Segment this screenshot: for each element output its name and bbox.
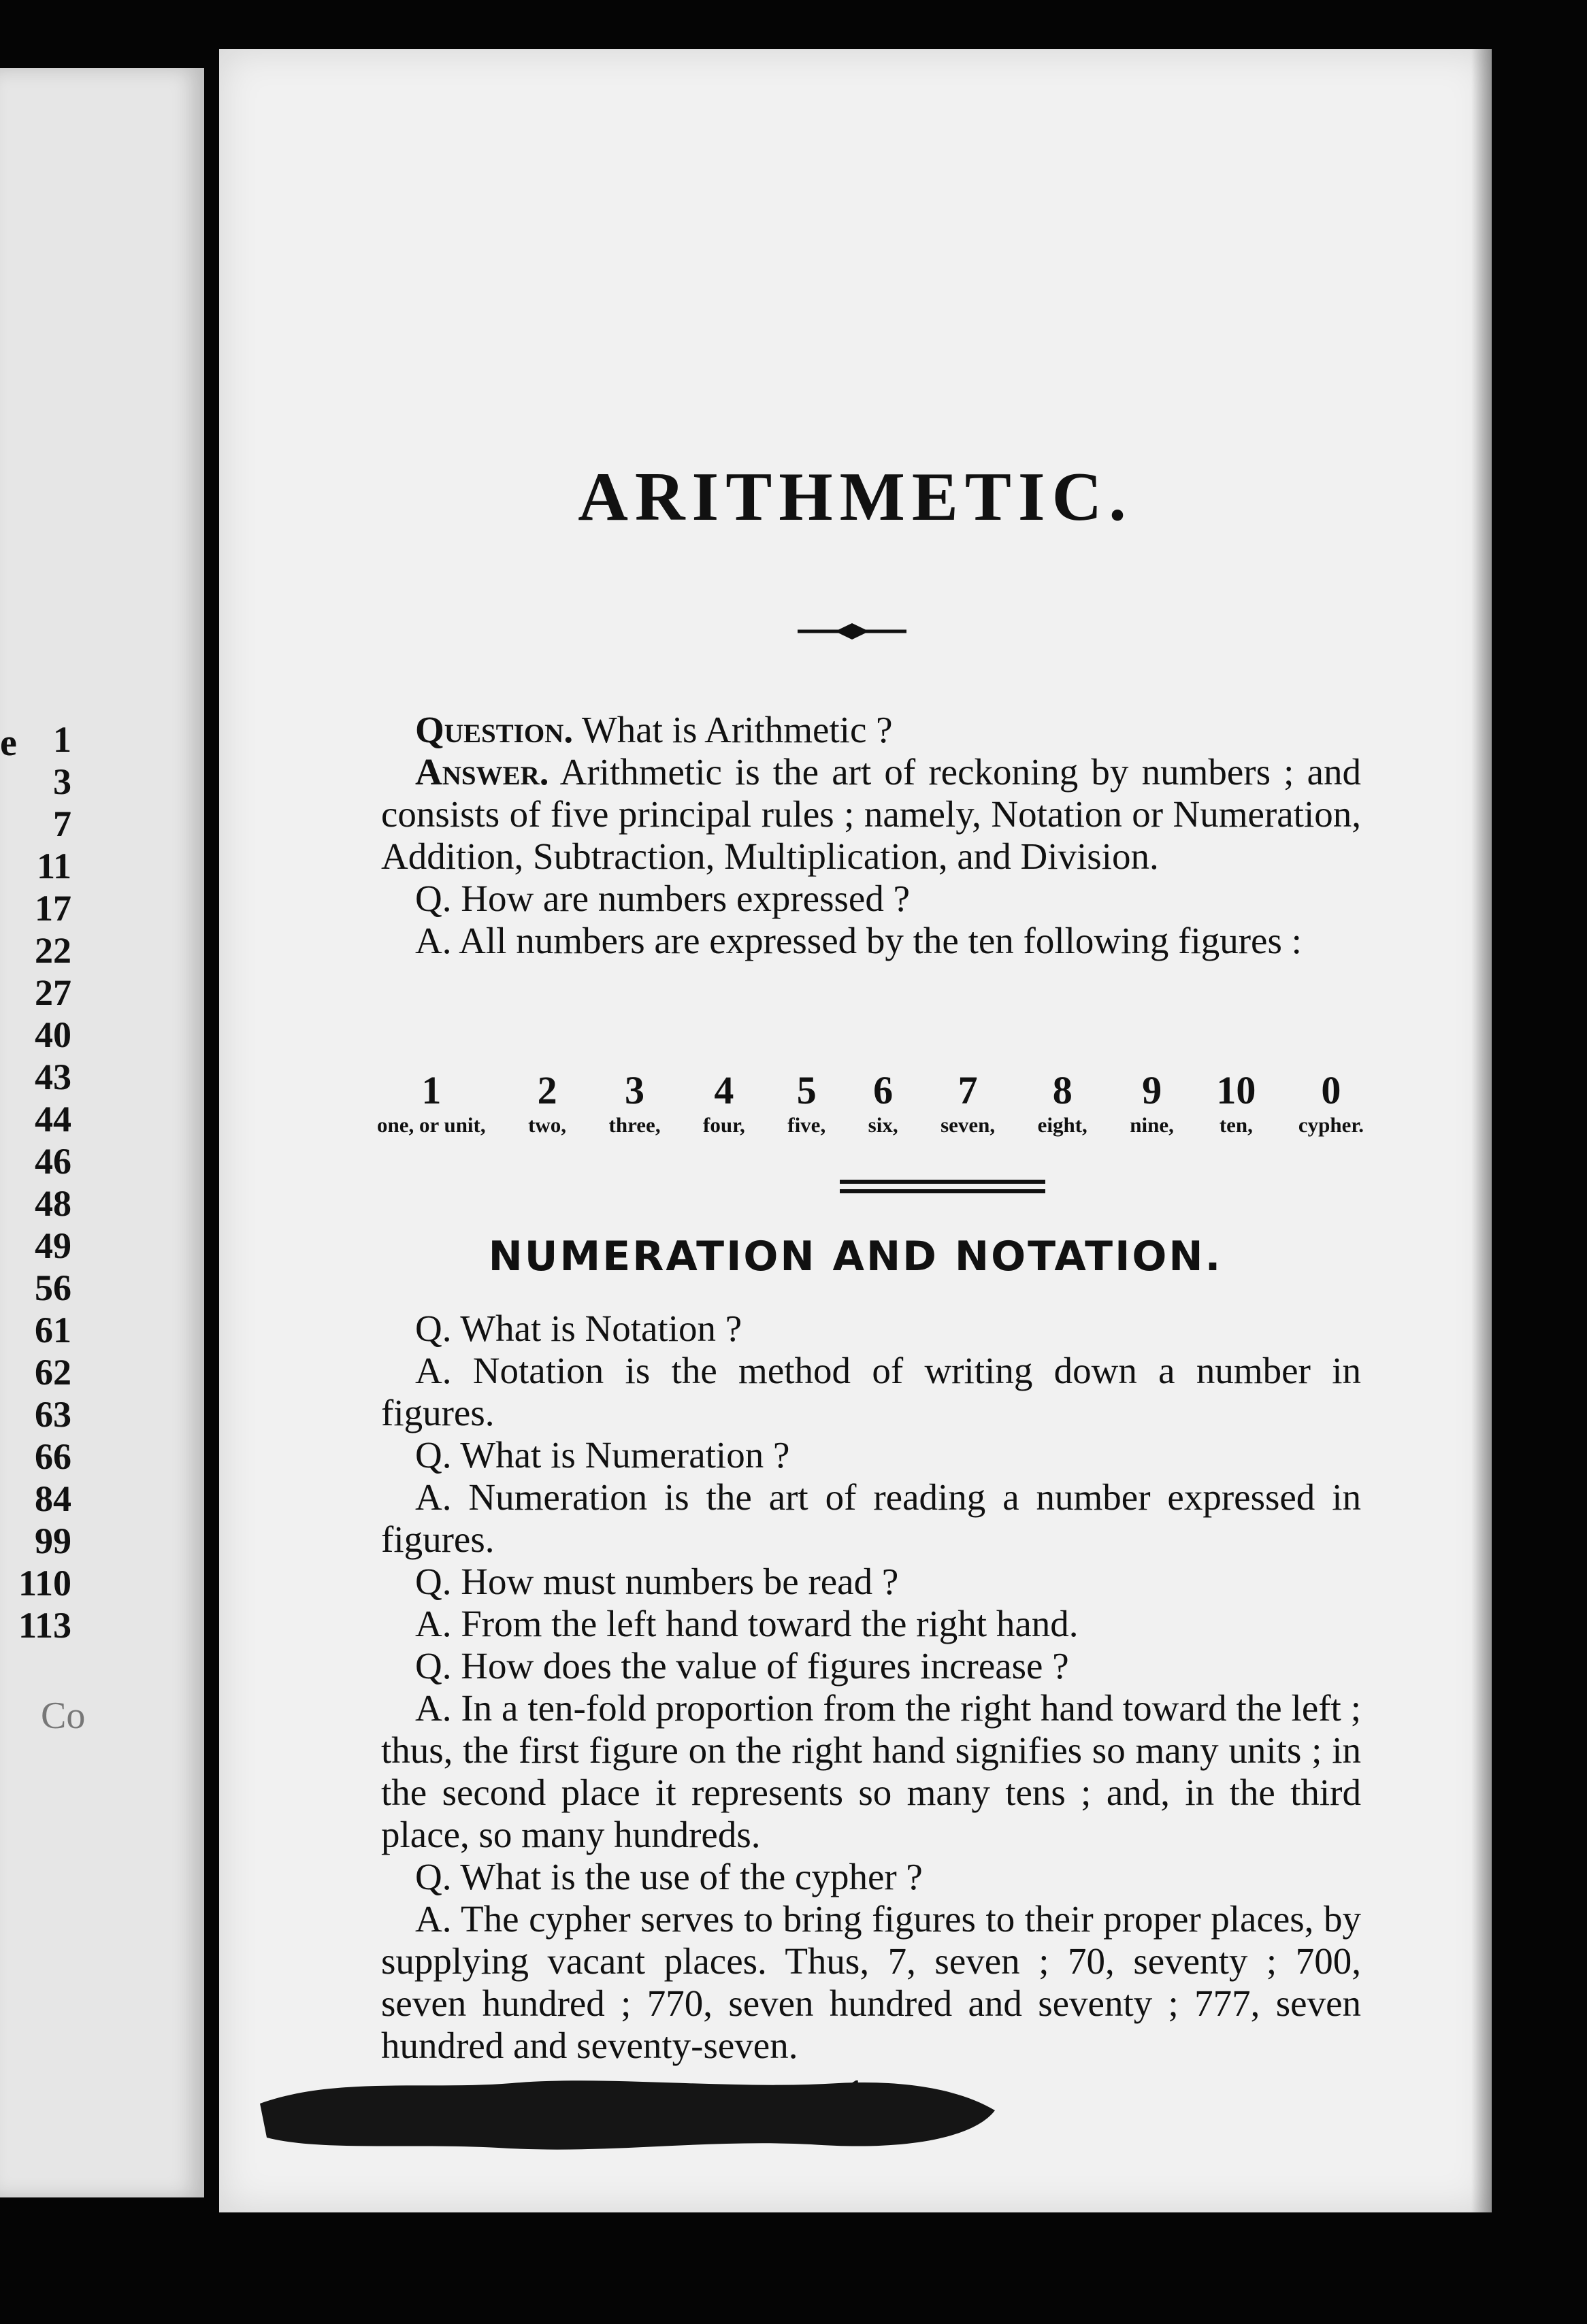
figure-word: ten, bbox=[1219, 1113, 1253, 1137]
figure-word: one, or unit, bbox=[377, 1113, 486, 1137]
left-page-fragment: Co bbox=[41, 1695, 86, 1737]
question-text: Q. How does the value of figures increase ? bbox=[415, 1645, 1069, 1687]
figure-digit: 1 bbox=[421, 1068, 442, 1112]
page-title: ARITHMETIC. bbox=[578, 459, 1133, 535]
page-edge-shadow bbox=[1471, 49, 1492, 2212]
figure-item bbox=[609, 1069, 661, 1139]
figure-word: four, bbox=[703, 1113, 745, 1137]
figure-word: six, bbox=[868, 1113, 898, 1137]
answer-text: A. Notation is the method of writing down a number in figures. bbox=[381, 1350, 1361, 1433]
ornament-divider-icon bbox=[798, 619, 906, 644]
figure-digit: 7 bbox=[958, 1068, 978, 1112]
figure-item bbox=[703, 1069, 745, 1139]
figure-digit: 2 bbox=[537, 1068, 557, 1112]
figure-item bbox=[377, 1069, 486, 1139]
figure-digit: 10 bbox=[1216, 1068, 1256, 1112]
answer-text: Arithmetic is the art of reckoning by numbers ; and consists of five principal rules ; namely, Notation or Numeration, Addition, Subtraction, Multiplication, and Division. bbox=[381, 751, 1361, 877]
left-page-fragment: e bbox=[0, 722, 17, 764]
left-page-number: 66 bbox=[35, 1436, 71, 1477]
left-page-number: 48 bbox=[35, 1183, 71, 1224]
answer-text: A. Numeration is the art of reading a number expressed in figures. bbox=[381, 1476, 1361, 1560]
previous-page-strip bbox=[0, 68, 204, 2197]
figure-digit: 4 bbox=[714, 1068, 734, 1112]
question-text: Q. What is Notation ? bbox=[415, 1308, 742, 1349]
left-page-number: 3 bbox=[53, 761, 71, 802]
left-page-number: 110 bbox=[18, 1563, 71, 1604]
figure-digit: 5 bbox=[796, 1068, 817, 1112]
figure-digit: 9 bbox=[1142, 1068, 1162, 1112]
question-text: Q. What is Numeration ? bbox=[415, 1434, 790, 1476]
figure-digit: 0 bbox=[1321, 1068, 1341, 1112]
figure-item bbox=[1038, 1069, 1087, 1139]
intro-qa-block bbox=[381, 709, 1361, 962]
figure-item bbox=[940, 1069, 995, 1139]
answer-text: A. From the left hand toward the right hand. bbox=[415, 1603, 1079, 1644]
figures-row bbox=[377, 1069, 1364, 1139]
left-page-number: 11 bbox=[36, 846, 71, 886]
left-page-number: 61 bbox=[35, 1310, 71, 1350]
figure-word: five, bbox=[787, 1113, 826, 1137]
figure-word: two, bbox=[528, 1113, 567, 1137]
double-rule-divider bbox=[840, 1180, 1045, 1199]
answer-label: Answer. bbox=[415, 751, 549, 793]
figure-item bbox=[868, 1069, 898, 1139]
figure-item bbox=[528, 1069, 566, 1139]
left-page-number: 1 bbox=[53, 719, 71, 760]
question-text: Q. How are numbers expressed ? bbox=[415, 878, 910, 919]
book-page bbox=[219, 49, 1492, 2212]
left-page-number: 7 bbox=[53, 803, 71, 844]
left-page-number: 17 bbox=[35, 888, 71, 929]
question-text: What is Arithmetic ? bbox=[581, 709, 893, 750]
figure-word: cypher. bbox=[1298, 1113, 1364, 1137]
left-page-number: 27 bbox=[35, 972, 71, 1013]
figure-item bbox=[787, 1069, 825, 1139]
question-label: Question. bbox=[415, 709, 574, 750]
figure-word: nine, bbox=[1130, 1113, 1174, 1137]
answer-text: A. All numbers are expressed by the ten following figures : bbox=[415, 920, 1302, 961]
answer-text: A. The cypher serves to bring figures to their proper places, by supplying vacant places. Thus, 7, seven ; 70, seventy ; 700, seven hundred ; 770, seven hundred and seventy ; 777, seven hundred and seventy-seven. bbox=[381, 1898, 1361, 2066]
figure-word: seven, bbox=[940, 1113, 996, 1137]
left-page-number: 99 bbox=[35, 1521, 71, 1561]
figure-digit: 8 bbox=[1052, 1068, 1073, 1112]
left-page-number: 84 bbox=[35, 1478, 71, 1519]
left-page-number: 40 bbox=[35, 1014, 71, 1055]
figure-item bbox=[1298, 1069, 1364, 1139]
left-page-number: 62 bbox=[35, 1352, 71, 1393]
left-page-number: 49 bbox=[35, 1225, 71, 1266]
left-page-number: 113 bbox=[18, 1605, 71, 1646]
left-page-number: 46 bbox=[35, 1141, 71, 1182]
question-text: Q. What is the use of the cypher ? bbox=[415, 1856, 923, 1897]
answer-text: A. In a ten-fold proportion from the right hand toward the left ; thus, the first figure on the right hand signifies so many units ; in the second place it represents so many tens ; and, in the third place, so many hundreds. bbox=[381, 1687, 1361, 1855]
left-page-number: 44 bbox=[35, 1099, 71, 1140]
figure-item bbox=[1216, 1069, 1256, 1139]
left-page-number: 43 bbox=[35, 1057, 71, 1097]
ink-smudge-icon bbox=[253, 2063, 1002, 2165]
question-text: Q. How must numbers be read ? bbox=[415, 1561, 899, 1602]
figure-word: eight, bbox=[1037, 1113, 1087, 1137]
section-heading: NUMERATION AND NOTATION. bbox=[488, 1233, 1223, 1280]
left-page-number: 22 bbox=[35, 930, 71, 971]
figure-digit: 3 bbox=[625, 1068, 645, 1112]
figure-digit: 6 bbox=[873, 1068, 894, 1112]
left-page-number: 63 bbox=[35, 1394, 71, 1435]
numeration-qa-block bbox=[381, 1308, 1361, 2067]
figure-item bbox=[1130, 1069, 1174, 1139]
figure-word: three, bbox=[608, 1113, 661, 1137]
left-page-number: 56 bbox=[35, 1267, 71, 1308]
